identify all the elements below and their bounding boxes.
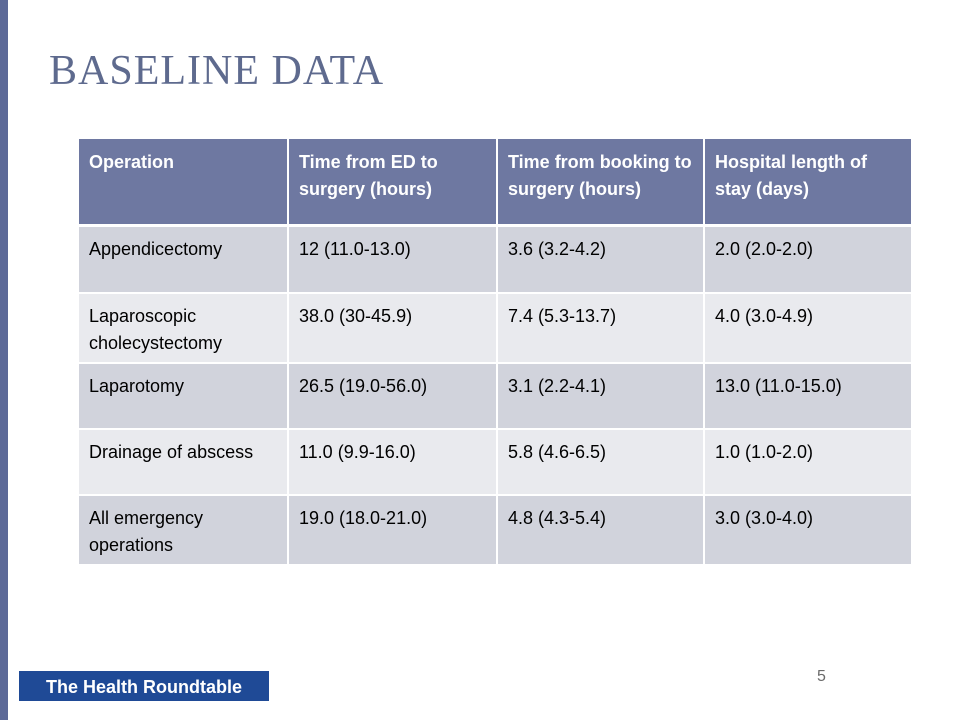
table-row xyxy=(79,363,911,429)
table-row xyxy=(79,429,911,495)
cell-operation: Appendicectomy xyxy=(79,225,288,293)
cell-operation: Drainage of abscess xyxy=(79,429,288,495)
cell-ed-to-surgery: 38.0 (30-45.9) xyxy=(288,293,497,363)
column-header-length-of-stay: Hospital length of stay (days) xyxy=(704,139,911,225)
cell-length-of-stay: 13.0 (11.0-15.0) xyxy=(704,363,911,429)
cell-length-of-stay: 3.0 (3.0-4.0) xyxy=(704,495,911,565)
page-number: 5 xyxy=(817,668,826,685)
column-header-operation: Operation xyxy=(79,139,288,225)
cell-ed-to-surgery: 11.0 (9.9-16.0) xyxy=(288,429,497,495)
cell-ed-to-surgery: 12 (11.0-13.0) xyxy=(288,225,497,293)
cell-operation: All emergency operations xyxy=(79,495,288,565)
slide-title: BASELINE DATA xyxy=(49,48,385,94)
cell-booking-to-surgery: 4.8 (4.3-5.4) xyxy=(497,495,704,565)
left-accent-bar xyxy=(0,0,8,720)
cell-booking-to-surgery: 3.6 (3.2-4.2) xyxy=(497,225,704,293)
column-header-booking-to-surgery: Time from booking to surgery (hours) xyxy=(497,139,704,225)
table-row xyxy=(79,293,911,363)
cell-operation: Laparoscopic cholecystectomy xyxy=(79,293,288,363)
cell-ed-to-surgery: 19.0 (18.0-21.0) xyxy=(288,495,497,565)
cell-ed-to-surgery: 26.5 (19.0-56.0) xyxy=(288,363,497,429)
cell-operation: Laparotomy xyxy=(79,363,288,429)
table-header-row xyxy=(79,139,911,225)
footer-brand-logo: The Health Roundtable xyxy=(18,670,270,702)
cell-length-of-stay: 2.0 (2.0-2.0) xyxy=(704,225,911,293)
table-row xyxy=(79,225,911,293)
cell-booking-to-surgery: 3.1 (2.2-4.1) xyxy=(497,363,704,429)
column-header-ed-to-surgery: Time from ED to surgery (hours) xyxy=(288,139,497,225)
baseline-data-table xyxy=(79,139,911,566)
cell-length-of-stay: 4.0 (3.0-4.9) xyxy=(704,293,911,363)
table-row xyxy=(79,495,911,565)
cell-length-of-stay: 1.0 (1.0-2.0) xyxy=(704,429,911,495)
cell-booking-to-surgery: 5.8 (4.6-6.5) xyxy=(497,429,704,495)
cell-booking-to-surgery: 7.4 (5.3-13.7) xyxy=(497,293,704,363)
